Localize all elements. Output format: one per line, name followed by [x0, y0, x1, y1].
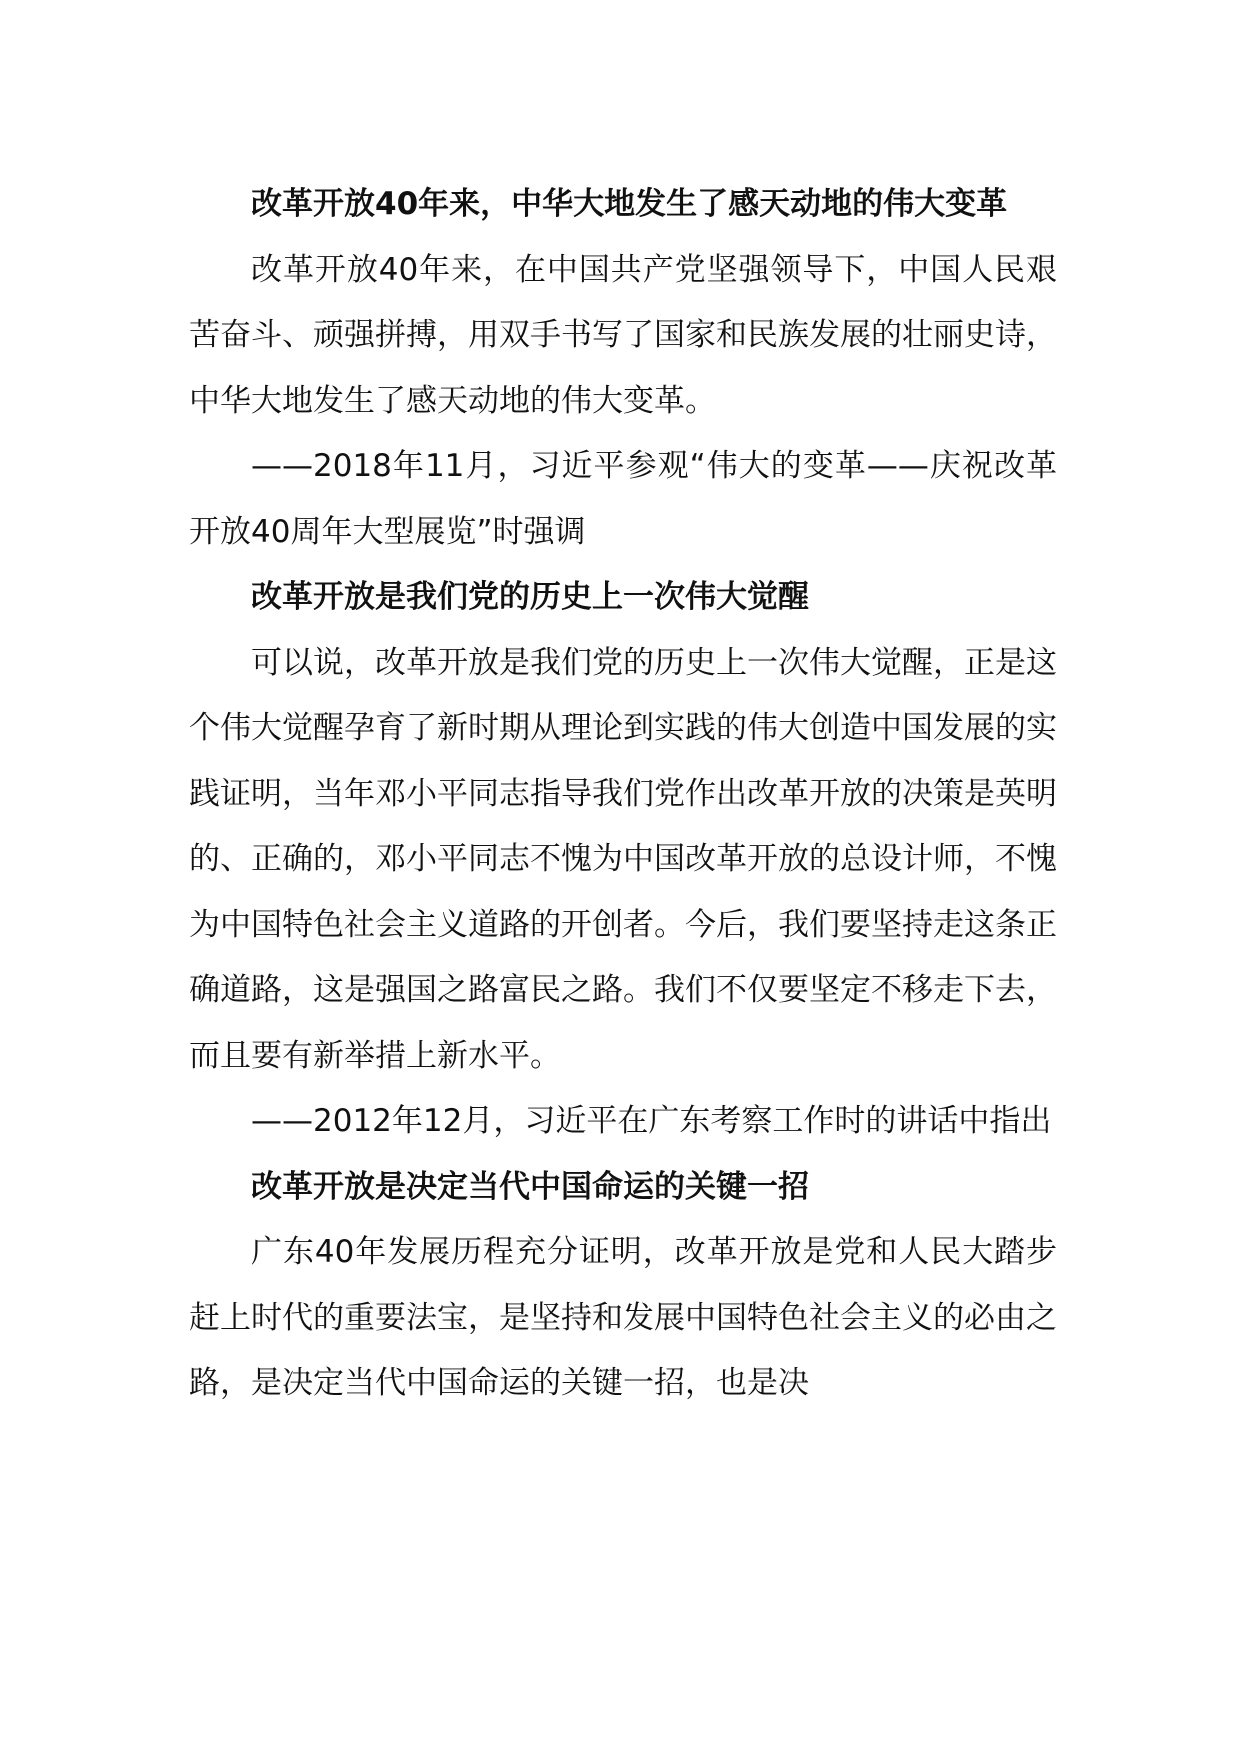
source-citation-2: ——2012年12月，习近平在广东考察工作时的讲话中指出 [251, 1103, 1052, 1139]
document-body [189, 172, 1057, 1417]
section-heading-3: 改革开放是决定当代中国命运的关键一招 [251, 1168, 809, 1205]
source-citation-1: ——2018年11月，习近平参观“伟大的变革——庆祝改革开放40周年大型展览”时强调 [189, 448, 1057, 550]
section-heading-2: 改革开放是我们党的历史上一次伟大觉醒 [251, 579, 809, 615]
section-heading-1: 改革开放40年来，中华大地发生了感天动地的伟大变革 [251, 186, 1008, 222]
paragraph-2: 可以说，改革开放是我们党的历史上一次伟大觉醒，正是这个伟大觉醒孕育了新时期从理论到实践的伟大创造中国发展的实践证明，当年邓小平同志指导我们党作出改革开放的决策是英明的、正确的，邓小平同志不愧为中国改革开放的总设计师，不愧为中国特色社会主义道路的开创者。今后，我们要坚持走这条正确道路，这是强国之路富民之路。我们不仅要坚定不移走下去，而且要有新举措上新水平。 [189, 644, 1057, 1074]
paragraph-1: 改革开放40年来，在中国共产党坚强领导下，中国人民艰苦奋斗、顽强拼搏，用双手书写了国家和民族发展的壮丽史诗，中华大地发生了感天动地的伟大变革。 [189, 251, 1057, 419]
paragraph-3: 广东40年发展历程充分证明，改革开放是党和人民大踏步赶上时代的重要法宝，是坚持和发展中国特色社会主义的必由之路，是决定当代中国命运的关键一招，也是决 [189, 1234, 1057, 1401]
